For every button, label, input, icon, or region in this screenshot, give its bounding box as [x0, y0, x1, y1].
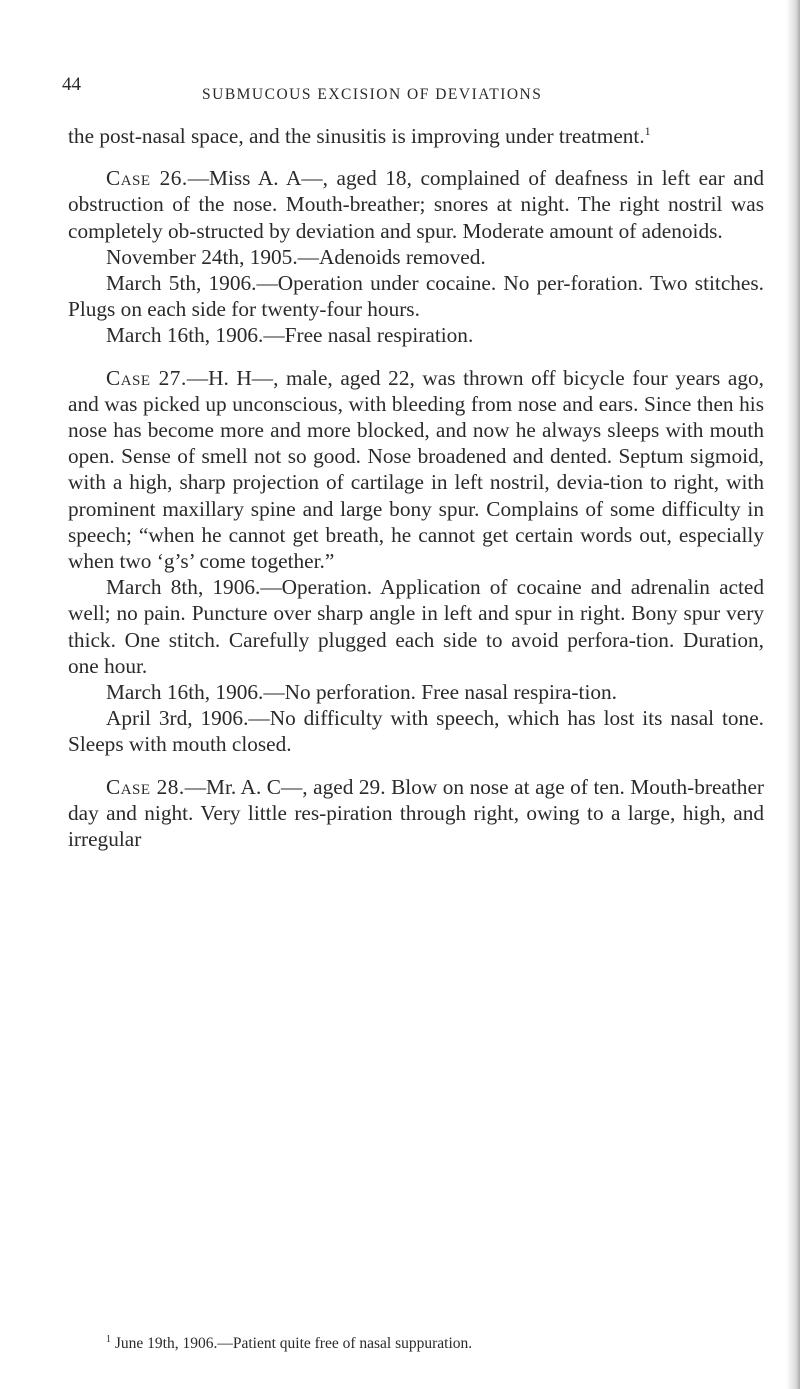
paragraph-continuation: the post-nasal space, and the sinusitis is improving under treatment.$^1$ — [68, 123, 651, 148]
case-28-label: Case 28. — [106, 774, 185, 799]
footnote-mark: 1 — [106, 1333, 111, 1345]
case-26-entry-1: November 24th, 1905.—Adenoids removed. — [106, 244, 486, 269]
case-27-paragraph: Case 27.—H. H—, male, aged 22, was thrown off bicycle four years ago, and was picked up unconscious, with bleeding from nose and ears. Since then his nose has become more and more blocked, and now he always sleeps with mouth open. Sense of smell not so good. Nose broadened and dented. Septum sigmoid, with a high, sharp projection of cartilage in left nostril, devia-tion to right, with prominent maxillary spine and large bony spur. Complains of some difficulty in speech; “when he cannot get breath, he cannot get certain words out, especially when two ‘g’s’ come together.” — [68, 365, 764, 574]
case-26-entry-2: March 5th, 1906.—Operation under cocaine. No per-foration. Two stitches. Plugs on each side for twenty-four hours. — [68, 271, 764, 322]
main-text — [68, 123, 764, 852]
case-26-paragraph: Case 26.—Miss A. A—, aged 18, complained of deafness in left ear and obstruction of the nose. Mouth-breather; snores at night. The right nostril was completely ob-structed by deviation and spur. Moderate amount of adenoids. — [68, 166, 764, 243]
case-26-entry-3: March 16th, 1906.—Free nasal respiration. — [106, 323, 474, 348]
case-28-paragraph: Case 28.—Mr. A. C—, aged 29. Blow on nose at age of ten. Mouth-breather day and night. Very little res-piration through right, owing to a large, high, and irregular — [68, 774, 764, 852]
page-edge-shadow — [786, 0, 800, 1389]
case-27-entry-3: April 3rd, 1906.—No difficulty with speech, which has lost its nasal tone. Sleeps with mouth closed. — [68, 706, 764, 757]
footnote-text: June 19th, 1906.—Patient quite free of nasal suppuration. — [114, 1335, 473, 1352]
case-27-entry-1: March 8th, 1906.—Operation. Application of cocaine and adrenalin acted well; no pain. Puncture over sharp angle in left and spur in right. Bony spur very thick. One stitch. Carefully plugged each side to avoid perfora-tion. Duration, one hour. — [68, 575, 764, 678]
case-27-entry-2: March 16th, 1906.—No perforation. Free nasal respira-tion. — [106, 680, 617, 705]
running-title: SUBMUCOUS EXCISION OF DEVIATIONS — [202, 86, 543, 103]
case-27-label: Case 27. — [106, 365, 187, 390]
page-number: 44 — [62, 74, 81, 95]
footnote — [106, 1334, 766, 1354]
case-26-label: Case 26. — [106, 166, 188, 191]
footnote-reference: 1 — [644, 123, 651, 138]
